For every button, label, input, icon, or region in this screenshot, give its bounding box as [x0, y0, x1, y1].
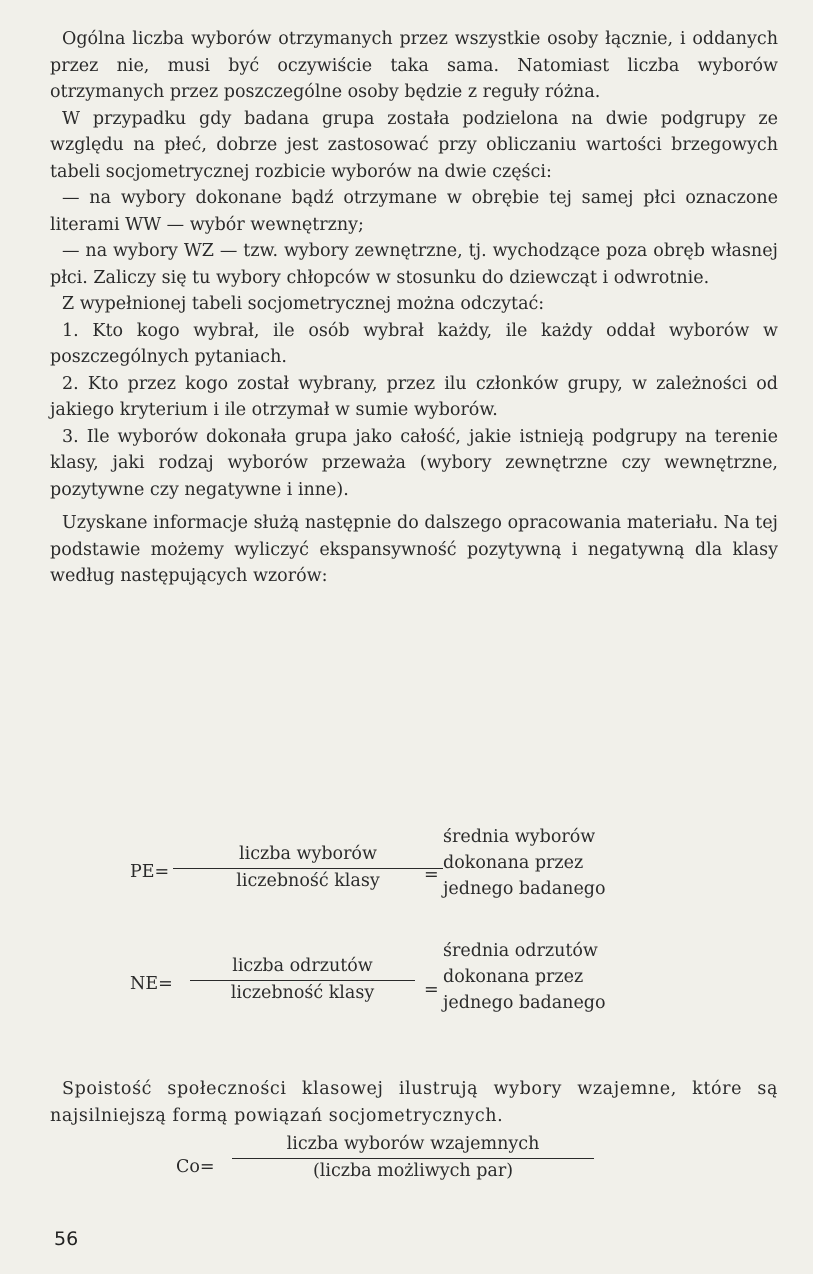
formula-pe-denominator: liczebność klasy	[236, 871, 380, 891]
formula-co	[0, 1130, 813, 1200]
formula-pe-numerator: liczba wyborów	[239, 844, 377, 864]
formula-ne-denominator: liczebność klasy	[230, 983, 375, 1003]
formula-pe-rhs-line: średnia wyborów	[443, 827, 596, 847]
formula-co-numerator: liczba wyborów wzajemnych	[286, 1134, 540, 1154]
formula-pe-rhs	[443, 824, 606, 902]
formula-ne-fraction	[190, 956, 415, 1003]
paragraph-3: — na wybory dokonane bądź otrzymane w obrębie tej samej płci oznaczone literami WW — wybór wewnętrzny;	[50, 188, 778, 235]
formula-ne-equals: =	[424, 980, 439, 1000]
formula-pe-rhs-line: jednego badanego	[443, 879, 606, 899]
formula-ne-rhs	[443, 938, 606, 1016]
list-item-2: 2. Kto przez kogo został wybrany, przez ilu członków grupy, w zależności od jakiego kryterium i ile otrzymał w sumie wyborów.	[50, 373, 778, 420]
fraction-bar	[173, 868, 443, 869]
paragraph-6: Uzyskane informacje służą następnie do dalszego opracowania materiału. Na tej podstawie możemy wyliczyć ekspansywność pozytywną i negatywną dla klasy według następujących wzorów:	[50, 513, 778, 586]
formula-ne	[0, 938, 813, 1048]
list-item-3: 3. Ile wyborów dokonała grupa jako całość, jakie istnieją podgrupy na terenie klasy, jaki rodzaj wyborów przeważa (wybory zewnętrzne czy wewnętrzne, pozytywne czy negatywne i inne).	[50, 426, 778, 500]
paragraph-1: Ogólna liczba wyborów otrzymanych przez wszystkie osoby łącznie, i oddanych przez nie, musi być oczywiście taka sama. Natomiast liczba wyborów otrzymanych przez poszczególne osoby będzie z reguły różna.	[50, 29, 778, 102]
formula-ne-lhs: NE=	[130, 974, 173, 994]
formula-ne-numerator: liczba odrzutów	[232, 956, 373, 976]
formula-pe-lhs: PE=	[130, 862, 170, 882]
formula-pe-fraction	[173, 844, 443, 891]
formula-ne-rhs-line: średnia odrzutów	[443, 941, 598, 961]
list-item-1: 1. Kto kogo wybrał, ile osób wybrał każdy, ile każdy oddał wyborów w poszczególnych pytaniach.	[50, 320, 778, 367]
formula-ne-rhs-line: jednego badanego	[443, 993, 606, 1013]
paragraph-5: Z wypełnionej tabeli socjometrycznej można odczytać:	[62, 294, 545, 314]
page-number: 56	[54, 1228, 79, 1250]
paragraph-4: — na wybory WZ — tzw. wybory zewnętrzne, tj. wychodzące poza obręb własnej płci. Zaliczy się tu wybory chłopców w stosunku do dziewcząt i odwrotnie.	[50, 241, 778, 288]
spaced-text	[50, 1076, 778, 1129]
formula-pe	[0, 820, 813, 930]
formula-ne-rhs-line: dokonana przez	[443, 967, 584, 987]
formula-pe-rhs-line: dokonana przez	[443, 853, 584, 873]
formula-co-fraction	[232, 1134, 594, 1181]
formula-pe-equals: =	[424, 865, 439, 885]
formula-co-lhs: Co=	[176, 1157, 215, 1177]
fraction-bar	[232, 1158, 594, 1159]
paragraph-2: W przypadku gdy badana grupa została podzielona na dwie podgrupy ze względu na płeć, dobrze jest zastosować przy obliczaniu wartości brzegowych tabeli socjometrycznej rozbicie wyborów na dwie części:	[50, 108, 778, 182]
fraction-bar	[190, 980, 415, 981]
paragraph-7: Spoistość społeczności klasowej ilustrują wybory wzajemne, które są najsilniejszą formą powiązań socjometrycznych.	[50, 1079, 778, 1126]
formula-co-denominator: (liczba możliwych par)	[312, 1161, 514, 1181]
body-text	[50, 26, 778, 590]
